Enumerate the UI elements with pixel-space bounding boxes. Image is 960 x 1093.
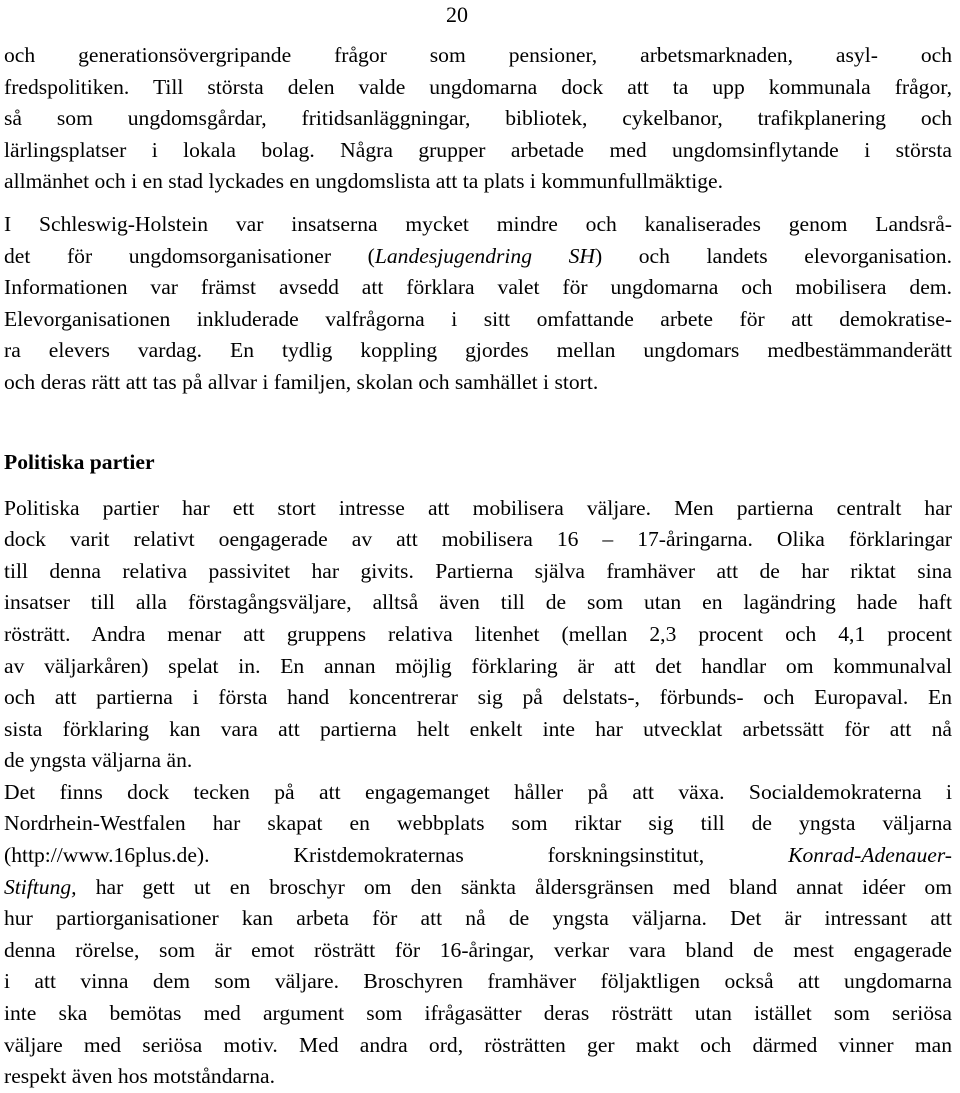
text-line: I Schleswig-Holstein var insatserna mycket mindre och kanaliserades genom Landsrå- [4, 211, 952, 236]
text-line: av väljarkåren) spelat in. En annan möjlig förklaring är att det handlar om kommunalval [4, 653, 952, 678]
text-line: så som ungdomsgårdar, fritidsanläggningar, bibliotek, cykelbanor, trafikplanering och [4, 106, 952, 131]
text-line: insatser till alla förstagångsväljare, alltså även till de som utan en lagändring hade haft [4, 590, 952, 615]
paragraph-schleswig-holstein [4, 209, 952, 399]
text-line: väljare med seriösa motiv. Med andra ord, rösträtten ger makt och därmed vinner man [4, 1032, 952, 1057]
text-line: allmänhet och i en stad lyckades en ungdomslista att ta plats i kommunfullmäktige. [4, 169, 724, 194]
text-line: hur partiorganisationer kan arbeta för att nå de yngsta väljarna. Det är intressant att [4, 906, 952, 931]
text-line: dock varit relativt oengagerade av att mobilisera 16 – 17-åringarna. Olika förklaringar [4, 527, 952, 552]
text-line: rösträtt. Andra menar att gruppens relativa litenhet (mellan 2,3 procent och 4,1 procent [4, 621, 952, 646]
text-line: Det finns dock tecken på att engagemanget håller på att växa. Socialdemokraterna i [4, 779, 952, 804]
text-line: Informationen var främst avsedd att förklara valet för ungdomarna och mobilisera dem. [4, 275, 952, 300]
text-line [4, 840, 952, 872]
text-line [4, 872, 952, 904]
text-segment: (http://www.16plus.de). Kristdemokraternas forskningsinstitut, [4, 843, 789, 868]
text-line: till denna relativa passivitet har givits. Partierna själva framhäver att de har riktat sina [4, 558, 952, 583]
text-segment: det för ungdomsorganisationer ( [4, 243, 375, 268]
text-line: och deras rätt att tas på allvar i familjen, skolan och samhället i stort. [4, 369, 599, 394]
paragraph-youth-issues [4, 40, 952, 198]
text-line: ra elevers vardag. En tydlig koppling gjordes mellan ungdomars medbestämmanderätt [4, 338, 952, 363]
document-body [4, 40, 952, 1093]
text-line [4, 241, 952, 273]
text-line: denna rörelse, som är emot rösträtt för 16-åringar, verkar vara bland de mest engagerade [4, 937, 952, 962]
text-line: i att vinna dem som väljare. Broschyren framhäver följaktligen också att ungdomarna [4, 969, 952, 994]
page-number: 20 [446, 2, 468, 27]
institute-name-italic: Stiftung, [4, 874, 77, 899]
institute-name-italic: Konrad-Adenauer- [788, 843, 952, 868]
text-segment: ) och landets elevorganisation. [594, 243, 952, 268]
text-line: och att partierna i första hand koncentrerar sig på delstats-, förbunds- och Europaval. En [4, 685, 952, 710]
paragraph-engagement [4, 777, 952, 1093]
organisation-name-italic: Landesjugendring SH [374, 243, 595, 268]
text-segment: har gett ut en broschyr om den sänkta åldersgränsen med bland annat idéer om [76, 874, 952, 899]
text-line: Elevorganisationen inkluderade valfrågorna i sitt omfattande arbete för att demokratise- [4, 306, 952, 331]
text-line: fredspolitiken. Till största delen valde ungdomarna dock att ta upp kommunala frågor, [4, 74, 952, 99]
text-line: och generationsövergripande frågor som pensioner, arbetsmarknaden, asyl- och [4, 43, 952, 67]
text-line: inte ska bemötas med argument som ifrågasätter deras rösträtt utan istället som seriösa [4, 1001, 952, 1026]
text-line: de yngsta väljarna än. [4, 748, 193, 773]
text-line: sista förklaring kan vara att partierna helt enkelt inte har utvecklat arbetssätt för att nå [4, 716, 952, 741]
text-line: Politiska partier har ett stort intresse att mobilisera väljare. Men partierna centralt har [4, 495, 952, 520]
text-line: Nordrhein-Westfalen har skapat en webbplats som riktar sig till de yngsta väljarna [4, 811, 952, 836]
text-line: respekt även hos motståndarna. [4, 1064, 276, 1089]
text-line: lärlingsplatser i lokala bolag. Några grupper arbetade med ungdomsinflytande i största [4, 137, 952, 162]
section-heading: Politiska partier [4, 449, 155, 474]
paragraph-political-parties [4, 493, 952, 777]
